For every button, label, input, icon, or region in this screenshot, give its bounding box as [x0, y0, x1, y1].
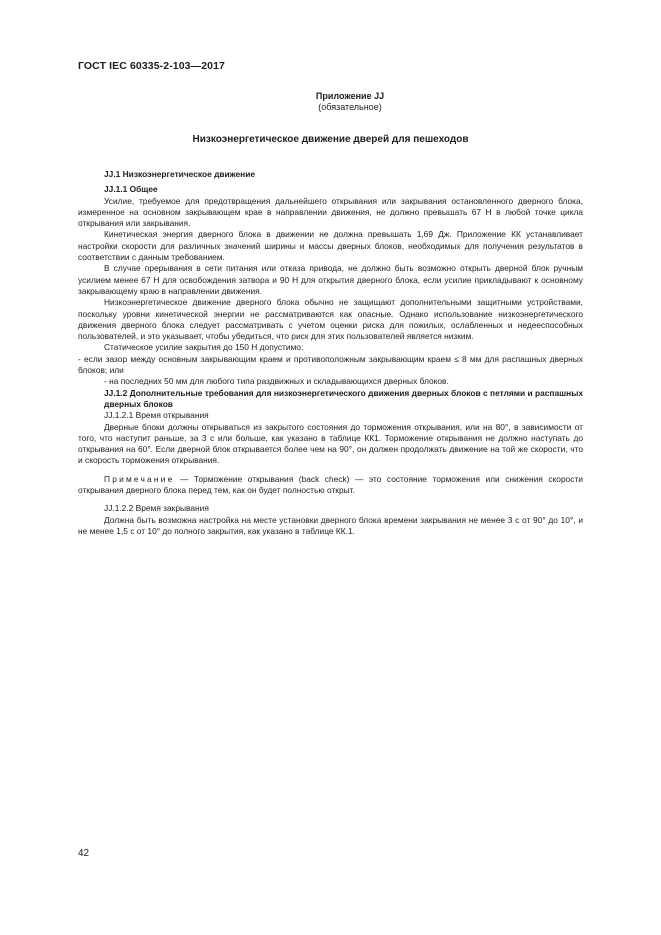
list-item-1: - если зазор между основным закрывающим краем и противоположным закрывающим краем ≤ 8 мм для распашных дверных блоков; или	[78, 353, 583, 376]
clause-jj122-paragraph-1: Должна быть возможна настройка на месте установки дверного блока времени закрывания не менее 3 с от 90° до 10°, и не менее 1,5 с от 10° до полного закрытия, как указано в таблице КК.1.	[78, 514, 583, 536]
note-label: Примечание	[104, 473, 175, 484]
section-title: Низкоэнергетическое движение дверей для пешеходов	[192, 134, 469, 145]
note-paragraph	[78, 474, 583, 497]
clause-jj121-paragraph-1: Дверные блоки должны открываться из закрытого состояния до торможения открывания, или на 80°, в зависимости от того, что наступит раньше, за 3 с или больше, как указано в таблице КК1. Торможение открывания не должно наступать до открывания на 60°. Если дверной блок открывается более чем на 90°, он должен продолжать движение на той же скорости, что и скорость торможения открывания.	[78, 421, 583, 466]
annex-title: Приложение JJ	[315, 91, 385, 101]
clause-jj121-heading: JJ.1.2.1 Время открывания	[104, 410, 209, 421]
clause-jj11-paragraph-5: Статическое усилие закрытия до 150 Н допустимо:	[104, 342, 304, 353]
clause-jj11-paragraph-1: Усилие, требуемое для предотвращения дальнейшего открывания или закрывания остановленного дверного блока, измеренное на основном закрывающем крае в направлении движения, не должно превышать 67 Н в любой точке цикла открывания или закрывания.	[78, 195, 583, 229]
clause-jj11-paragraph-2: Кинетическая энергия дверного блока в движении не должна превышать 1,69 Дж. Приложение КК устанавливает настройки скорости для различных значений ширины и массы дверных блоков, необходимых для получения результатов в соответствии с данным требованием.	[78, 229, 583, 263]
annex-status: (обязательное)	[318, 102, 382, 112]
clause-jj11-paragraph-4: Низкоэнергетическое движение дверного блока обычно не защищают дополнительными защитными устройствами, поскольку уровни кинетической энергии не рассматриваются как опасные. Однако использование низкоэнергетического движения дверного блока следует рассматривать с учетом оценки риска для пожилых, ослабленных и недееспособных пользователей, и это указывает, чтобы убедиться, что риск для этих пользователей является низким.	[78, 297, 583, 342]
note-text: — Торможение открывания (back check) — это состояние торможения или снижения скорости открывания дверного блока перед тем, как он будет полностью открыт.	[78, 473, 583, 496]
document-header: ГОСТ IEC 60335-2-103—2017	[78, 60, 225, 72]
clause-jj12-heading: JJ.1.2 Дополнительные требования для низкоэнергетического движения дверных блоков с петлями и распашных дверных блоков	[104, 387, 583, 409]
list-item-2: - на последних 50 мм для любого типа раздвижных и складывающихся дверных блоков.	[104, 376, 449, 387]
clause-jj1-heading: JJ.1 Низкоэнергетическое движение	[104, 169, 256, 179]
clause-jj11-heading: JJ.1.1 Общее	[104, 184, 158, 195]
page-number: 42	[78, 848, 90, 859]
annex-heading	[300, 91, 400, 113]
document-body	[78, 169, 583, 537]
clause-jj11-paragraph-3: В случае прерывания в сети питания или отказа привода, не должно быть возможно открыть дверной блок ручным усилием менее 67 Н для освобождения затвора и 90 Н для открытия дверного блока, если усилие прикладывают к основному закрывающему краю в направлении движения.	[78, 263, 583, 296]
clause-jj122-heading: JJ.1.2.2 Время закрывания	[104, 503, 209, 514]
